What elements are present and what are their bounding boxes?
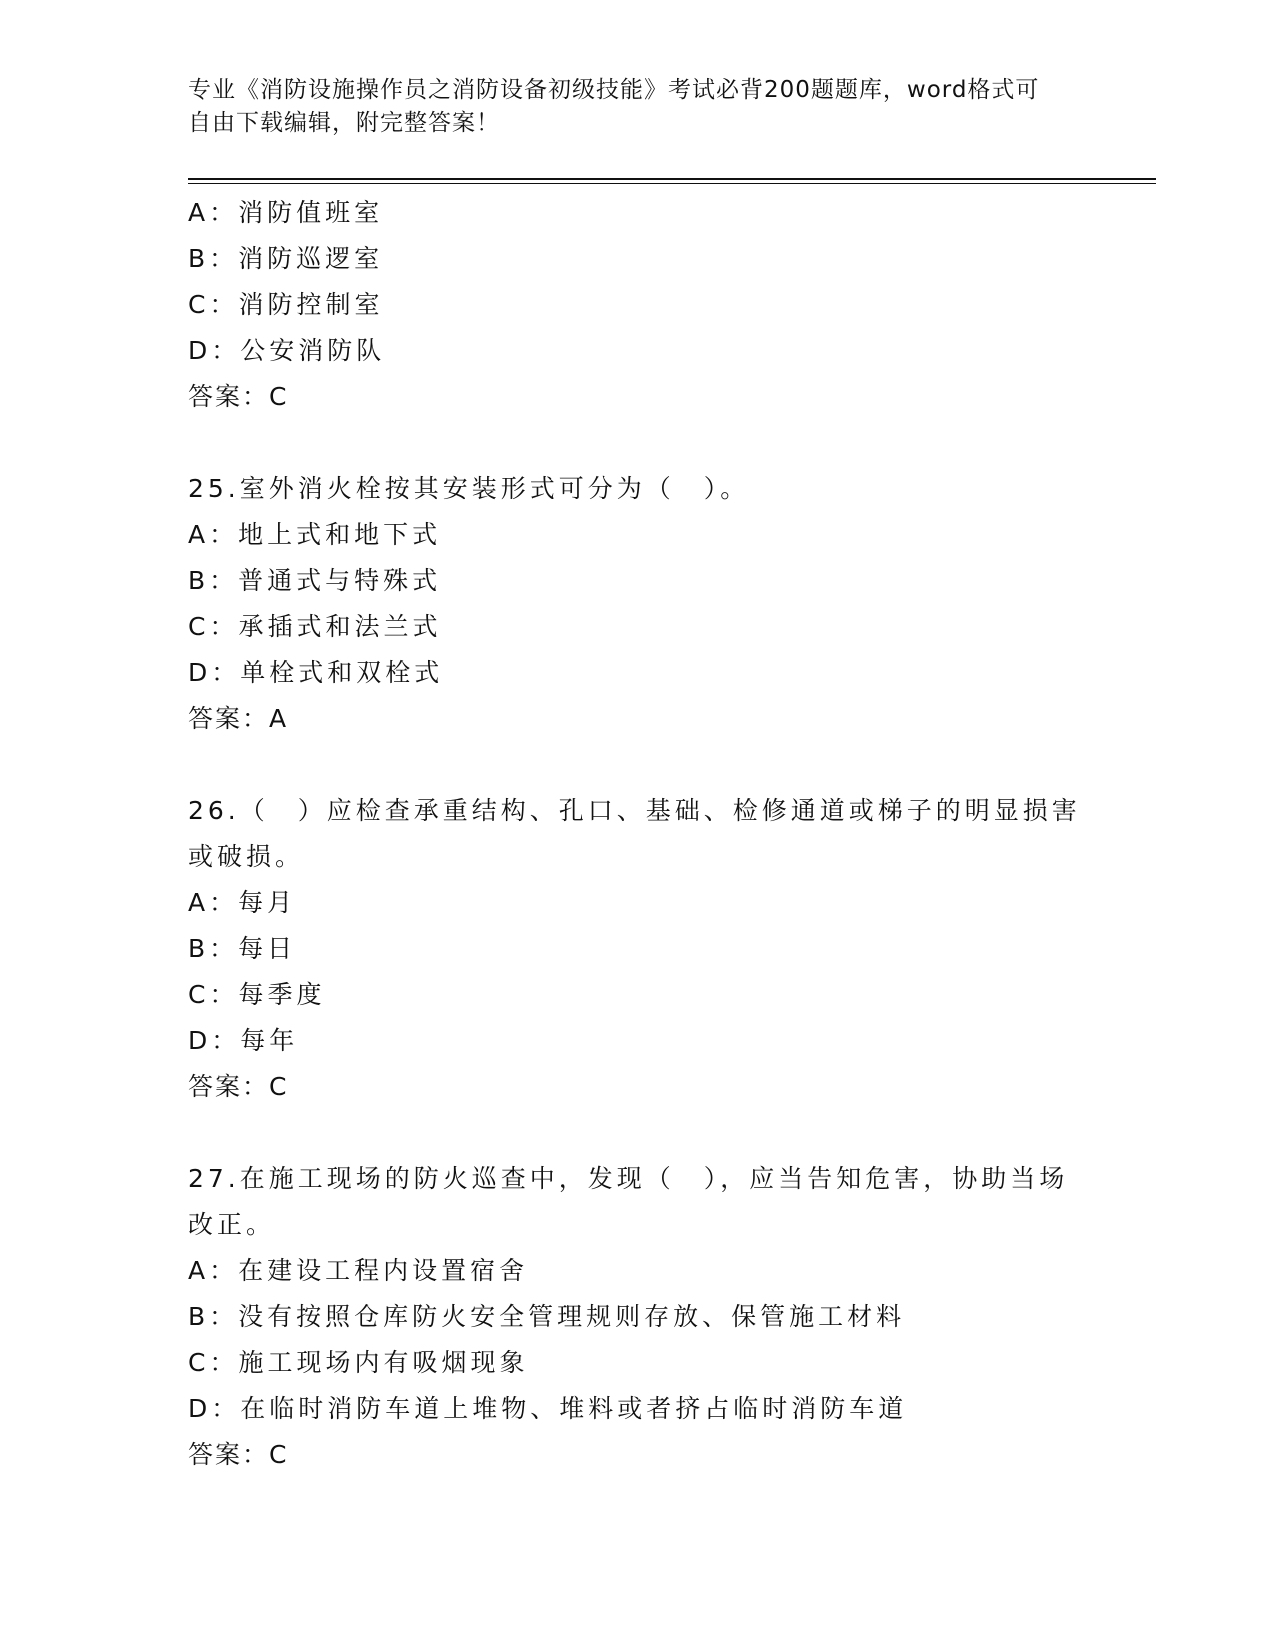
option-c: C：承插式和法兰式 bbox=[188, 612, 442, 641]
question-stem-line-2: 改正。 bbox=[188, 1210, 276, 1239]
answer-label: 答案：A bbox=[188, 704, 289, 733]
option-b: B：每日 bbox=[188, 934, 297, 963]
header-line-1: 专业《消防设施操作员之消防设备初级技能》考试必背200题题库，word格式可 bbox=[188, 77, 1040, 103]
spacer bbox=[188, 742, 1148, 788]
option-b: B：没有按照仓库防火安全管理规则存放、保管施工材料 bbox=[188, 1302, 906, 1331]
option-b: B：消防巡逻室 bbox=[188, 244, 384, 273]
question-stem-line-1: 27.在施工现场的防火巡查中，发现（ ），应当告知危害，协助当场 bbox=[188, 1164, 1069, 1193]
answer-label: 答案：C bbox=[188, 1072, 289, 1101]
header-line-2: 自由下载编辑，附完整答案！ bbox=[188, 110, 500, 136]
question-stem-line-1: 26.（ ）应检查承重结构、孔口、基础、检修通道或梯子的明显损害 bbox=[188, 796, 1081, 825]
question-stem: 25.室外消火栓按其安装形式可分为（ ）。 bbox=[188, 474, 750, 503]
option-a: A：在建设工程内设置宿舍 bbox=[188, 1256, 529, 1285]
header-divider-thin bbox=[188, 183, 1156, 184]
question-stem-line-2: 或破损。 bbox=[188, 842, 305, 871]
option-d: D：在临时消防车道上堆物、堆料或者挤占临时消防车道 bbox=[188, 1394, 908, 1423]
option-c: C：每季度 bbox=[188, 980, 326, 1009]
option-c: C：消防控制室 bbox=[188, 290, 384, 319]
header-divider-thick bbox=[188, 178, 1156, 180]
option-b: B：普通式与特殊式 bbox=[188, 566, 442, 595]
answer-label: 答案：C bbox=[188, 382, 289, 411]
option-a: A：每月 bbox=[188, 888, 297, 917]
spacer bbox=[188, 420, 1148, 466]
option-a: A：消防值班室 bbox=[188, 198, 384, 227]
option-c: C：施工现场内有吸烟现象 bbox=[188, 1348, 529, 1377]
question-24 bbox=[188, 190, 1148, 420]
option-d: D：每年 bbox=[188, 1026, 299, 1055]
option-d: D：公安消防队 bbox=[188, 336, 386, 365]
question-27 bbox=[188, 1156, 1148, 1478]
document-header bbox=[188, 74, 1088, 140]
answer-label: 答案：C bbox=[188, 1440, 289, 1469]
option-d: D：单栓式和双栓式 bbox=[188, 658, 444, 687]
question-26 bbox=[188, 788, 1148, 1110]
question-25 bbox=[188, 466, 1148, 742]
spacer bbox=[188, 1110, 1148, 1156]
question-list bbox=[188, 190, 1148, 1478]
option-a: A：地上式和地下式 bbox=[188, 520, 442, 549]
